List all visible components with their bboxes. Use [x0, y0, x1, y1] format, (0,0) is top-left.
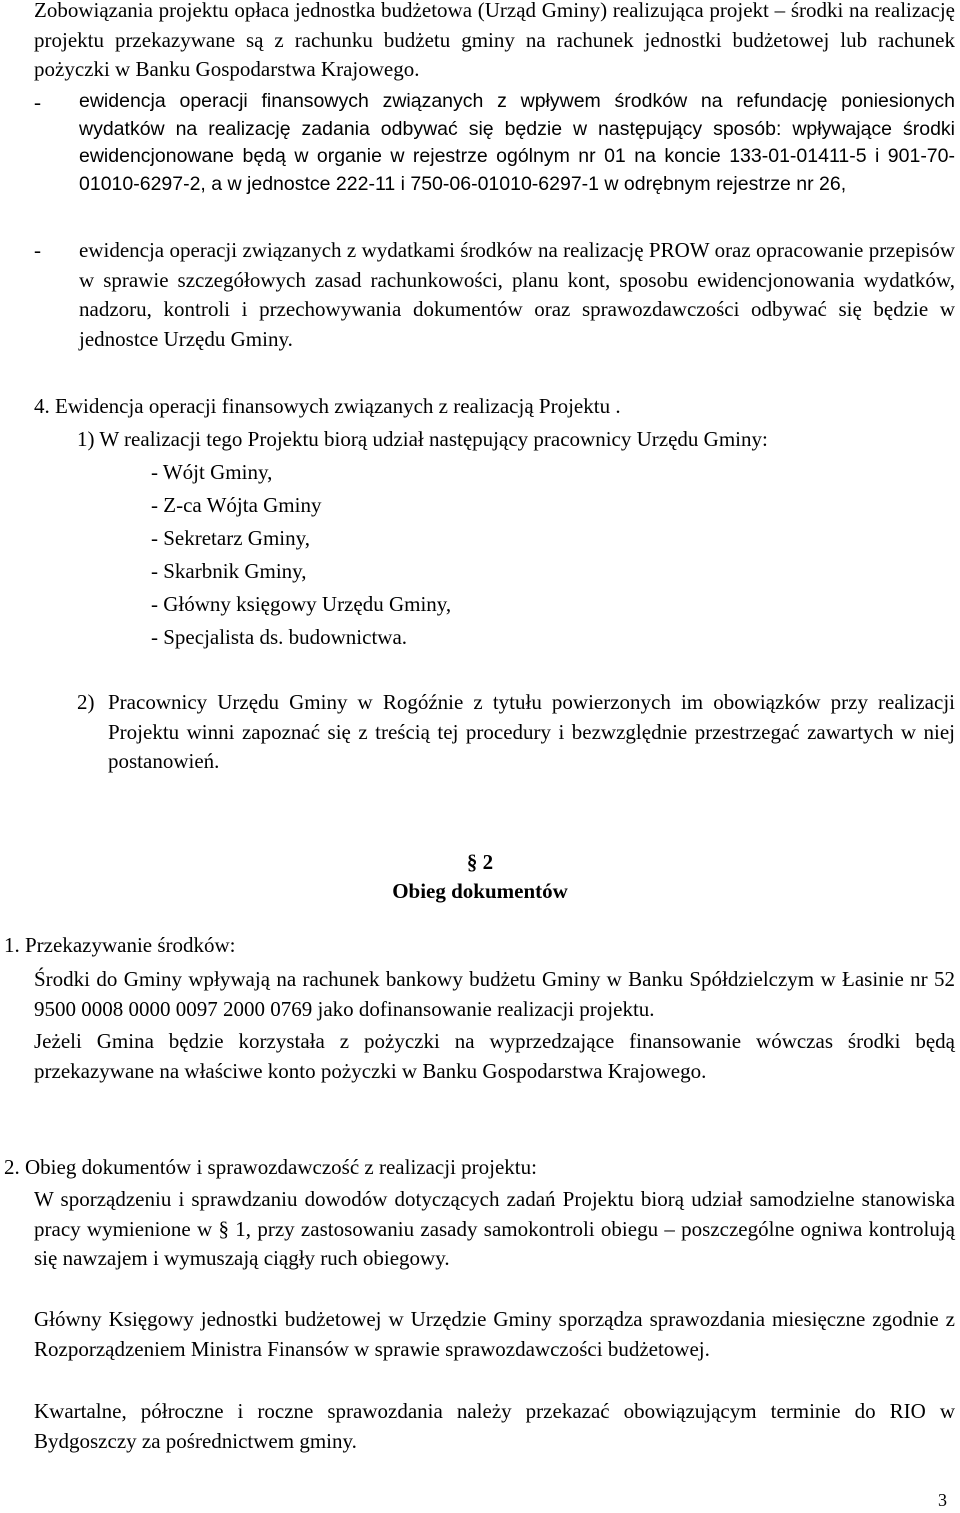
point-2-paragraph: Główny Księgowy jednostki budżetowej w Urzędzie Gminy sporządza sprawozdania miesięczne zgodnie z Rozporządzeniem Ministra Finansów w sprawie sprawozdawczości budżetowej. [34, 1307, 955, 1361]
staff-item: - Sekretarz Gminy, [151, 526, 310, 550]
point-2-title: 2. Obieg dokumentów i sprawozdawczość z realizacji projektu: [4, 1155, 537, 1179]
section-number: § 2 [466, 850, 494, 874]
section-4-item-1: 1) W realizacji tego Projektu biorą udział następujący pracownicy Urzędu Gminy: [77, 427, 768, 451]
bullet-dash: - [34, 238, 41, 262]
staff-item: - Wójt Gminy, [151, 460, 273, 484]
staff-item: - Główny księgowy Urzędu Gminy, [151, 592, 452, 616]
point-2-paragraph: Kwartalne, półroczne i roczne sprawozdania należy przekazać obowiązującym terminie do RIO w Bydgoszczy za pośrednictwem gminy. [34, 1399, 955, 1453]
bullet-dash: - [34, 90, 41, 114]
section-4-title: 4. Ewidencja operacji finansowych związanych z realizacją Projektu . [34, 394, 621, 418]
section-4-item-2 [34, 688, 955, 777]
staff-item: - Skarbnik Gminy, [151, 559, 307, 583]
point-1-paragraph: Środki do Gminy wpływają na rachunek bankowy budżetu Gminy w Banku Spółdzielczym w Łasinie nr 52 9500 0008 0000 0097 2000 0769 jako dofinansowanie realizacji projektu. [34, 967, 955, 1021]
section-title: Obieg dokumentów [392, 879, 568, 903]
page-number: 3 [938, 1490, 947, 1510]
point-2-paragraph: W sporządzeniu i sprawdzaniu dowodów dotyczących zadań Projektu biorą udział samodzielne stanowiska pracy wymienione w § 1, przy zastosowaniu zasady samokontroli obiegu – poszczególne ogniwa kontrolują się nawzajem i wymuszają ciągły ruch obiegowy. [34, 1187, 955, 1270]
staff-item: - Specjalista ds. budownictwa. [151, 625, 408, 649]
bullet-item [34, 236, 955, 354]
intro-paragraph: Zobowiązania projektu opłaca jednostka budżetowa (Urząd Gminy) realizująca projekt – środki na realizację projektu przekazywane są z rachunku budżetu gminy na rachunek jednostki budżetowej lub rachunek pożyczki w Banku Gospodarstwa Krajowego. [34, 0, 955, 81]
point-1-title: 1. Przekazywanie środków: [4, 933, 236, 957]
bullet-item [34, 88, 955, 198]
staff-item: - Z-ca Wójta Gminy [151, 493, 322, 517]
bullet-text: ewidencja operacji finansowych związanych z wpływem środków na refundację poniesionych wydatków na realizację zadania odbywać się będzie w następujący sposób: wpływające środki ewidencjonowane będą w organie w rejestrze ogólnym nr 01 na koncie 133-01-01411-5 i 901-70-01010-6297-2, a w jednostce 222-11 i 750-06-01010-6297-1 w odrębnym rejestrze nr 26, [79, 90, 955, 195]
item-2-text: Pracownicy Urzędu Gminy w Rogóźnie z tytułu powierzonych im obowiązków przy realizacji Projektu winni zapoznać się z treścią tej procedury i bezwzględnie przestrzegać zawartych w niej postanowień. [108, 690, 955, 773]
bullet-text: ewidencja operacji związanych z wydatkami środków na realizację PROW oraz opracowanie przepisów w sprawie szczegółowych zasad rachunkowości, planu kont, sposobu ewidencjonowania wydatków, nadzoru, kontroli i przechowywania dokumentów oraz sprawozdawczości odbywać się będzie w jednostce Urzędu Gminy. [79, 238, 955, 351]
item-number: 2) [77, 690, 95, 714]
point-1-paragraph: Jeżeli Gmina będzie korzystała z pożyczki na wyprzedzające finansowanie wówczas środki będą przekazywane na właściwe konto pożyczki w Banku Gospodarstwa Krajowego. [34, 1029, 955, 1083]
